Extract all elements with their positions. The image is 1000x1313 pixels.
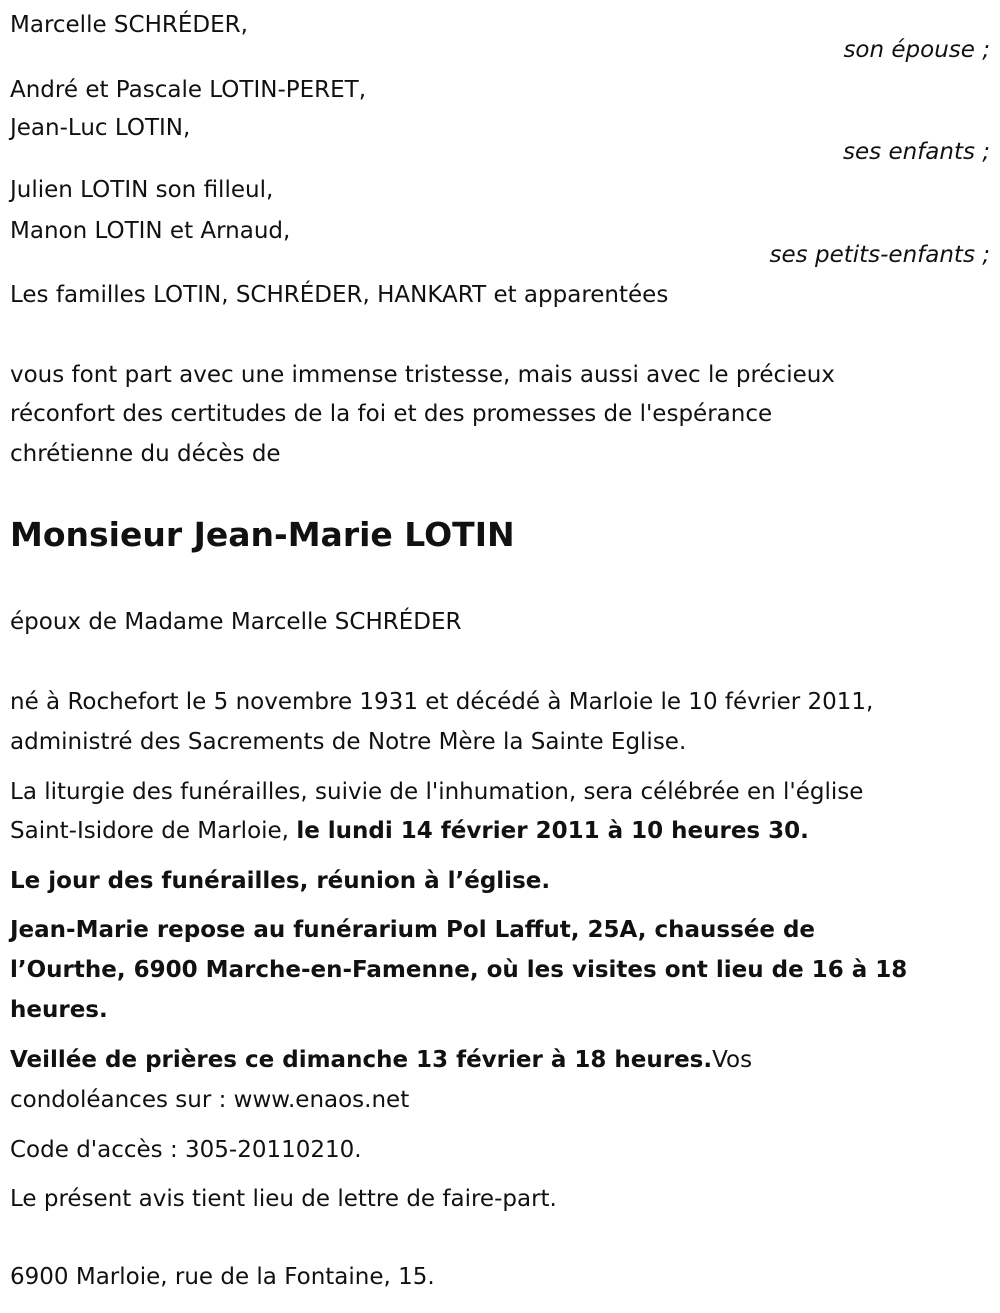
vigil: Veillée de prières ce dimanche 13 février à 18 heures. xyxy=(10,1047,713,1073)
condolences-link[interactable]: condoléances sur : www.enaos.net xyxy=(10,1087,410,1113)
funeral-home-line: Jean-Marie repose au funérarium Pol Laffut, 25A, chaussée de xyxy=(10,917,816,943)
liturgy-place: Saint-Isidore de Marloie, xyxy=(10,818,297,844)
meeting: Le jour des funérailles, réunion à l’église. xyxy=(10,868,551,894)
spouse-of: époux de Madame Marcelle SCHRÉDER xyxy=(10,609,462,635)
funeral-home-line: heures. xyxy=(10,997,108,1023)
child-name: André et Pascale LOTIN-PERET, xyxy=(10,77,367,103)
birth-death-line: administré des Sacrements de Notre Mère la Sainte Eglise. xyxy=(10,729,687,755)
intro-line: vous font part avec une immense tristesse, mais aussi avec le précieux xyxy=(10,362,835,388)
address: 6900 Marloie, rue de la Fontaine, 15. xyxy=(10,1264,435,1290)
intro-line: réconfort des certitudes de la foi et des promesses de l'espérance xyxy=(10,401,773,427)
liturgy-date: le lundi 14 février 2011 à 10 heures 30. xyxy=(296,818,809,844)
liturgy-line: La liturgie des funérailles, suivie de l'inhumation, sera célébrée en l'église xyxy=(10,779,864,805)
families: Les familles LOTIN, SCHRÉDER, HANKART et apparentées xyxy=(10,282,669,308)
children-role: ses enfants ; xyxy=(843,139,990,165)
vigil-line xyxy=(10,1045,752,1075)
deceased-name: Monsieur Jean-Marie LOTIN xyxy=(10,515,515,554)
funeral-home-line: l’Ourthe, 6900 Marche-en-Famenne, où les visites ont lieu de 16 à 18 xyxy=(10,957,908,983)
birth-death-line: né à Rochefort le 5 novembre 1931 et décédé à Marloie le 10 février 2011, xyxy=(10,689,874,715)
condolences-start: Vos xyxy=(712,1047,753,1073)
access-code: Code d'accès : 305-20110210. xyxy=(10,1137,362,1163)
intro-line: chrétienne du décès de xyxy=(10,441,281,467)
spouse-role: son épouse ; xyxy=(843,37,990,63)
child-name: Jean-Luc LOTIN, xyxy=(10,115,191,141)
notice: Le présent avis tient lieu de lettre de faire-part. xyxy=(10,1186,557,1212)
liturgy-line xyxy=(10,816,809,846)
grandchild-name: Julien LOTIN son filleul, xyxy=(10,177,274,203)
spouse-name: Marcelle SCHRÉDER, xyxy=(10,12,248,38)
grandchild-name: Manon LOTIN et Arnaud, xyxy=(10,218,291,244)
grandchildren-role: ses petits-enfants ; xyxy=(769,242,990,268)
